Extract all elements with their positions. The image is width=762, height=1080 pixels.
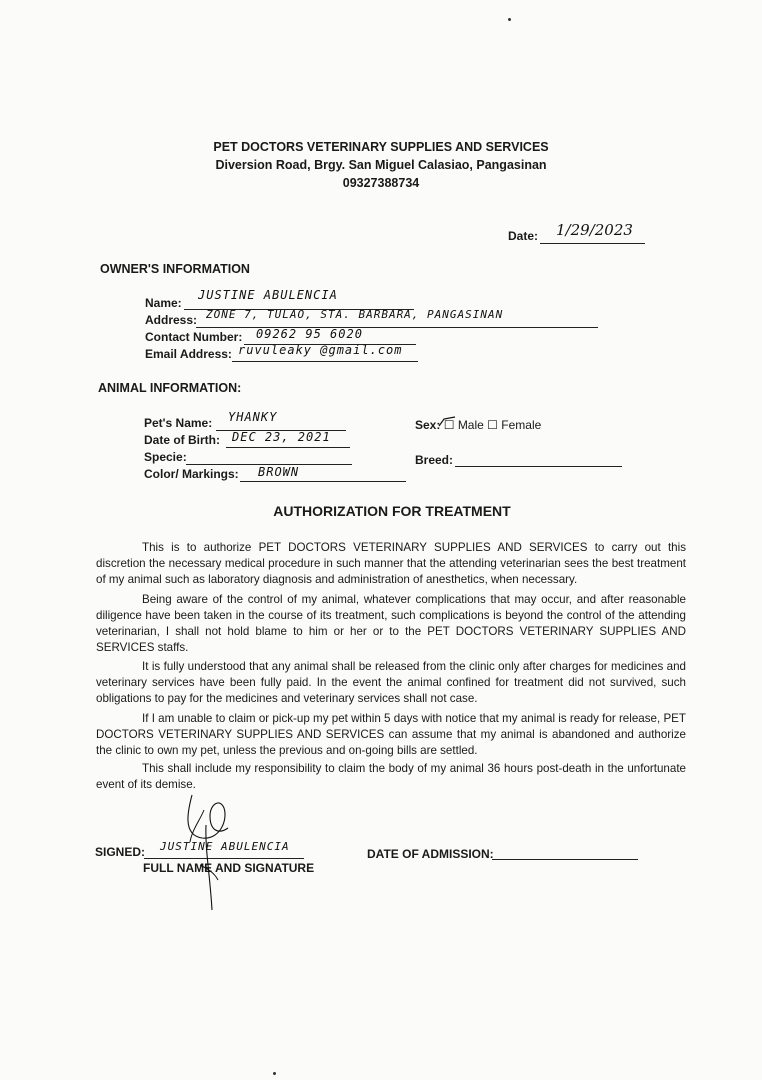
female-checkbox-icon: ☐ xyxy=(487,418,498,432)
paragraph-4: If I am unable to claim or pick-up my pet within 5 days with notice that my animal is ready for release, PET DOCTORS VETERINARY SUPPLIES AND SERVICES can assume that my animal is abandoned and authorize the clinic to own my pet, unless the previous and on-going bills are settled. xyxy=(96,712,686,757)
date-of-admission-label: DATE OF ADMISSION: xyxy=(367,847,494,861)
scan-speck xyxy=(508,18,511,21)
color-markings-label: Color/ Markings: xyxy=(144,467,239,481)
dob-label: Date of Birth: xyxy=(144,433,220,447)
paragraph-5: This shall include my responsibility to claim the body of my animal 36 hours post-death in the unfortunate event of its demise. xyxy=(96,762,686,791)
sex-male-label: Male xyxy=(457,418,484,432)
owner-address-value: ZONE 7, TULAO, STA. BARBARA, PANGASINAN xyxy=(206,308,504,321)
clinic-phone: 09327388734 xyxy=(342,176,420,190)
sex-female-option[interactable] xyxy=(487,418,541,432)
animal-info-heading: ANIMAL INFORMATION: xyxy=(98,381,242,395)
email-line xyxy=(232,361,418,362)
pet-name-label: Pet's Name: xyxy=(144,416,213,430)
date-label: Date: xyxy=(508,229,539,243)
date-line xyxy=(540,243,645,244)
date-value: 1/29/2023 xyxy=(556,221,633,239)
dob-line xyxy=(226,447,350,448)
handwritten-signature xyxy=(180,780,260,915)
contact-number-value: 09262 95 6020 xyxy=(256,327,363,341)
owner-name-label: Name: xyxy=(145,296,182,310)
sex-field xyxy=(415,418,541,432)
clinic-name: PET DOCTORS VETERINARY SUPPLIES AND SERVICES xyxy=(213,140,549,154)
color-markings-line xyxy=(240,481,406,482)
authorization-title: AUTHORIZATION FOR TREATMENT xyxy=(273,503,511,519)
sex-female-label: Female xyxy=(501,418,542,432)
paragraph-1: This is to authorize PET DOCTORS VETERINARY SUPPLIES AND SERVICES to carry out this discretion the necessary medical procedure in such manner that the attending veterinarian sees the best treatment of my animal such as laboratory diagnosis and administration of anesthetics, when necessary. xyxy=(96,541,686,586)
signed-label: SIGNED: xyxy=(95,845,146,859)
sex-label: Sex: xyxy=(415,418,441,432)
owner-address-label: Address: xyxy=(145,313,198,327)
breed-label: Breed: xyxy=(415,453,454,467)
date-of-admission-line xyxy=(492,859,638,860)
owner-info-heading: OWNER'S INFORMATION xyxy=(100,262,250,276)
dob-value: DEC 23, 2021 xyxy=(232,430,331,444)
owner-name-value: JUSTINE ABULENCIA xyxy=(198,288,338,302)
sex-male-option[interactable] xyxy=(444,418,487,432)
male-checkbox-icon: ☐ xyxy=(443,418,455,432)
specie-label: Specie: xyxy=(144,450,187,464)
clinic-address: Diversion Road, Brgy. San Miguel Calasiao, Pangasinan xyxy=(215,158,547,172)
email-value: ruvuleaky @gmail.com xyxy=(238,343,403,357)
contact-number-label: Contact Number: xyxy=(145,330,243,344)
email-label: Email Address: xyxy=(145,347,232,361)
paragraph-2: Being aware of the control of my animal, whatever complications that may occur, and after reasonable diligence have been taken in the course of its treatment, such complications is beyond the control of the attending veterinarian, I shall not hold blame to him or her or to the PET DOCTORS VETERINARY SUPPLIES AND SERVICES staffs. xyxy=(96,593,686,654)
color-markings-value: BROWN xyxy=(258,465,300,479)
full-name-caption: FULL NAME AND SIGNATURE xyxy=(143,861,315,875)
signed-name-value: JUSTINE ABULENCIA xyxy=(160,840,290,853)
checkmark-icon xyxy=(438,416,456,428)
paragraph-3: It is fully understood that any animal shall be released from the clinic only after charges for medicines and veterinary services have been fully paid. In the event the animal confined for treatment did not survived, such obligations to pay for the medicines and veterinary services shall not case. xyxy=(96,660,686,705)
breed-line xyxy=(455,466,622,467)
scan-speck xyxy=(273,1072,276,1075)
pet-name-value: YHANKY xyxy=(228,410,278,424)
